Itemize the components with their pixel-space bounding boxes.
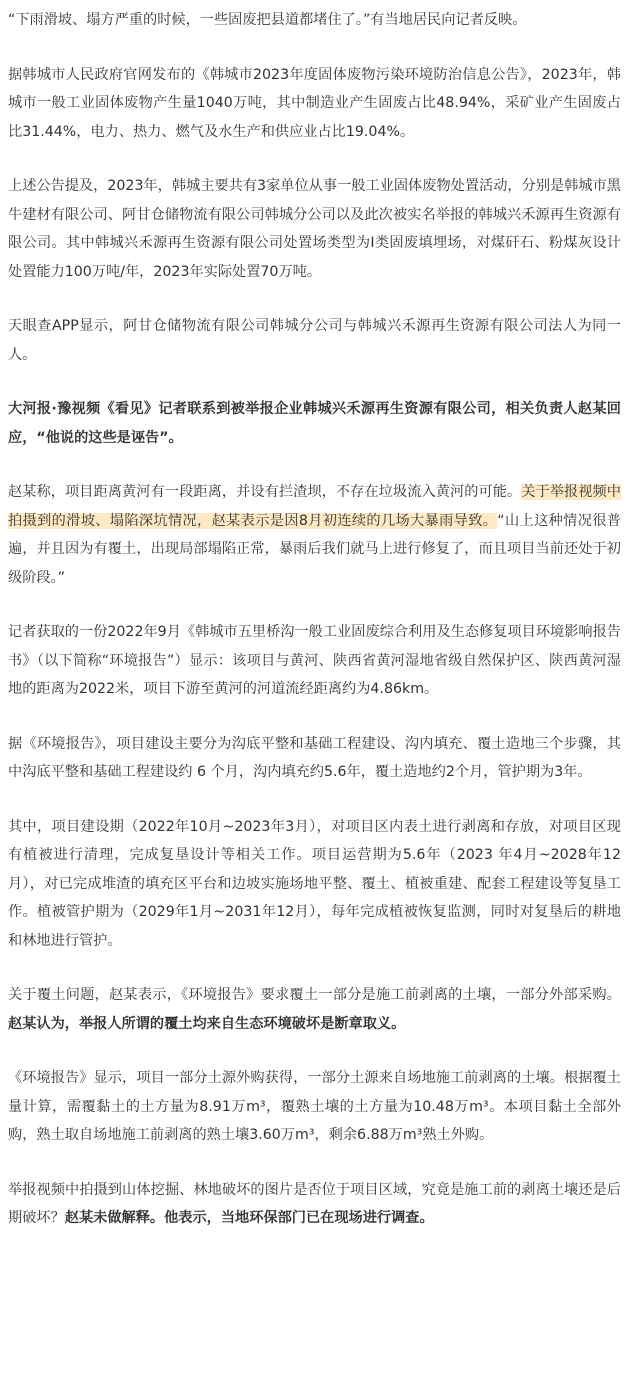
paragraph-environment-report: [8, 618, 621, 704]
paragraph-project-timeline: [8, 813, 621, 956]
paragraph-text: 天眼查APP显示，阿甘仓储物流有限公司韩城分公司与韩城兴禾源再生资源有限公司法人为同一人。: [8, 318, 621, 363]
paragraph-text: 上述公告提及，2023年，韩城主要共有3家单位从事一般工业固体废物处置活动，分别是韩城市黑牛建材有限公司、阿甘仓储物流有限公司韩城分公司以及此次被实名举报的韩城兴禾源再生资源有限公司。其中韩城兴禾源再生资源有限公司处置场类型为Ⅰ类固废填埋场，对煤矸石、粉煤灰设计处置能力100万吨/年，2023年实际处置70万吨。: [8, 178, 621, 280]
paragraph-zhao-statement: [8, 478, 621, 592]
paragraph-text: “山上这种情况很普遍，并且因为有覆土，出现局部塌陷正常，暴雨后我们就马上进行修复了，而且项目当前还处于初级阶段。”: [8, 512, 621, 586]
paragraph-text: 关于覆土问题，赵某表示，《环境报告》要求覆土一部分是施工前剥离的土壤，一部分外部采购。: [8, 987, 621, 1003]
paragraph-soil-volumes: [8, 1064, 621, 1150]
paragraph-resident-complaint: [8, 6, 621, 35]
paragraph-construction-steps: [8, 730, 621, 787]
paragraph-tianyancha: [8, 312, 621, 369]
paragraph-text: 赵某称，项目距离黄河有一段距离，并设有拦渣坝，不存在垃圾流入黄河的可能。: [8, 484, 522, 500]
paragraph-unexplained: [8, 1176, 621, 1233]
paragraph-text: 《环境报告》显示，项目一部分土源外购获得，一部分土源来自场地施工前剥离的土壤。根据覆土量计算，需覆黏土的土方量为8.91万m³，覆熟土壤的土方量为10.48万m³。本项目黏土全部外购，熟土取自场地施工前剥离的熟土壤3.60万m³，剩余6.88万m³熟土外购。: [8, 1070, 621, 1143]
paragraph-disposal-units: [8, 172, 621, 286]
paragraph-text: 大河报·豫视频《看见》记者联系到被举报企业韩城兴禾源再生资源有限公司，相关负责人赵某回应，“他说的这些是诬告”。: [8, 401, 621, 446]
bold-text: 赵某未做解释。他表示，当地环保部门已在现场进行调查。: [64, 1210, 434, 1226]
paragraph-waste-statistics: [8, 61, 621, 147]
paragraph-text: “下雨滑坡、塌方严重的时候，一些固废把县道都堵住了。”有当地居民向记者反映。: [8, 12, 527, 28]
paragraph-company-response: [8, 395, 621, 452]
paragraph-text: 记者获取的一份2022年9月《韩城市五里桥沟一般工业固废综合利用及生态修复项目环境影响报告书》（以下简称“环境报告”）显示：该项目与黄河、陕西省黄河湿地省级自然保护区、陕西黄河湿地的距离为2022米，项目下游至黄河的河道流经距离约为4.86km。: [8, 624, 621, 697]
paragraph-text: 举报视频中拍摄到山体挖掘、林地破坏的图片是否位于项目区域，究竟是施工前的剥离土壤还是后期破坏？: [8, 1181, 621, 1226]
bold-text: 赵某认为，举报人所谓的覆土均来自生态环境破坏是断章取义。: [8, 1015, 406, 1032]
highlighted-text: 关于举报视频中拍摄到的滑坡、塌陷深坑情况，赵某表示是因8月初连续的几场大暴雨导致。: [8, 484, 621, 529]
paragraph-text: 据《环境报告》，项目建设主要分为沟底平整和基础工程建设、沟内填充、覆土造地三个步骤，其中沟底平整和基础工程建设约 6 个月，沟内填充约5.6年，覆土造地约2个月，管护期为3年。: [8, 735, 621, 780]
paragraph-soil-cover: [8, 981, 621, 1038]
paragraph-text: 其中，项目建设期（2022年10月~2023年3月），对项目区内表土进行剥离和存放，对项目区现有植被进行清理，完成复垦设计等相关工作。项目运营期为5.6年（2023 年4月~2028年12月），对已完成堆渣的填充区平台和边坡实施场地平整、覆土、植被重建、配套工程建设等复垦工作。植被管护期为（2029年1月~2031年12月），每年完成植被恢复监测，同时对复垦后的耕地和林地进行管护。: [8, 818, 621, 949]
paragraph-text: 据韩城市人民政府官网发布的《韩城市2023年度固体废物污染环境防治信息公告》，2023年，韩城市一般工业固体废物产生量1040万吨，其中制造业产生固废占比48.94%，采矿业产生固废占比31.44%，电力、热力、燃气及水生产和供应业占比19.04%。: [8, 66, 621, 140]
